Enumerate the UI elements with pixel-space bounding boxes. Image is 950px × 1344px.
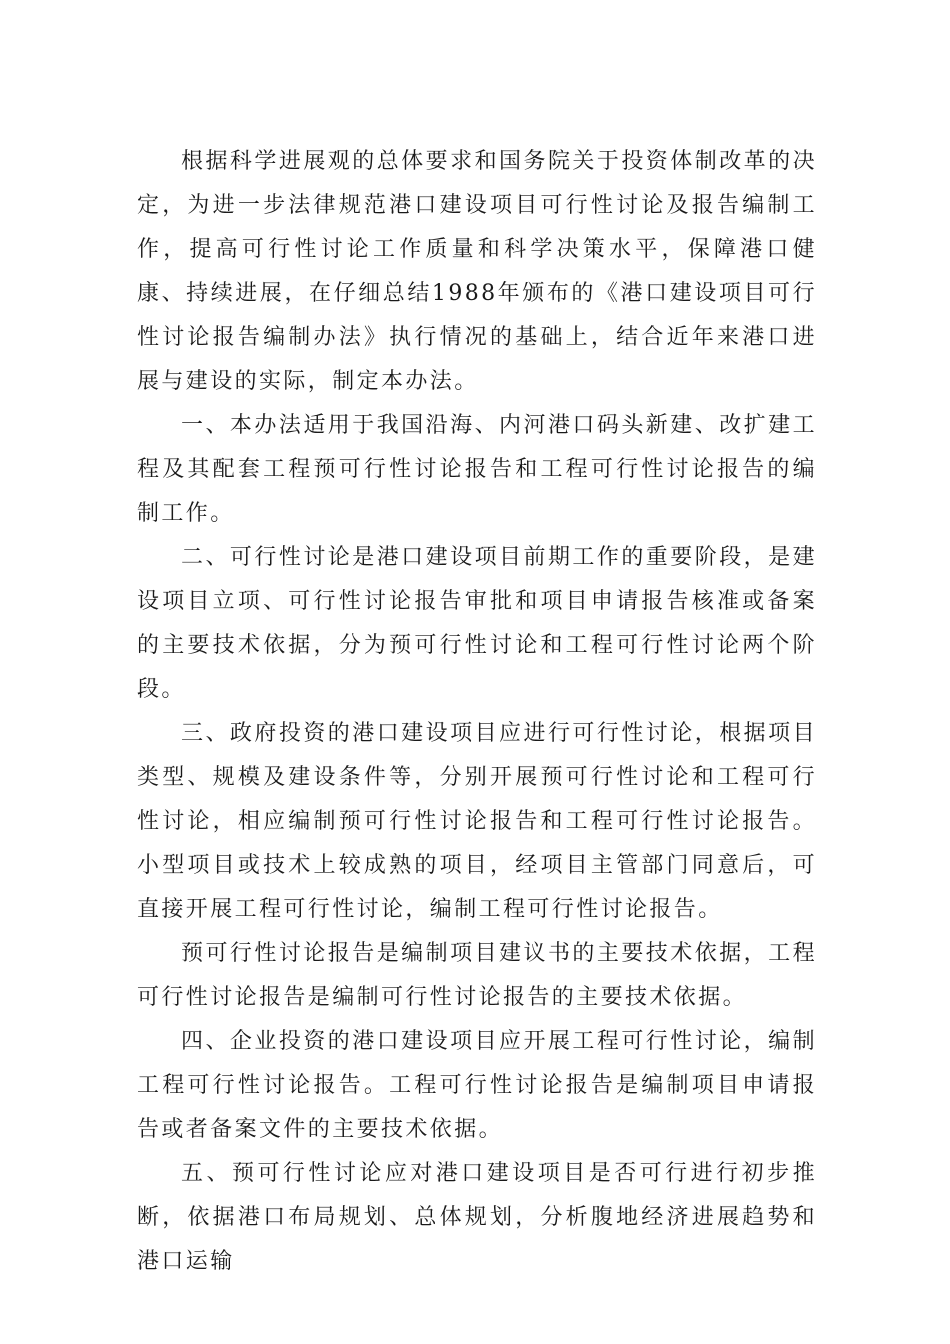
paragraph-article-2: 二、可行性讨论是港口建设项目前期工作的重要阶段，是建设项目立项、可行性讨论报告审批和项目申请报告核准或备案的主要技术依据，分为预可行性讨论和工程可行性讨论两个阶段。: [137, 545, 817, 702]
paragraph-article-3: 三、政府投资的港口建设项目应进行可行性讨论，根据项目类型、规模及建设条件等，分别开展预可行性讨论和工程可行性讨论，相应编制预可行性讨论报告和工程可行性讨论报告。小型项目或技术上较成熟的项目，经项目主管部门同意后，可直接开展工程可行性讨论，编制工程可行性讨论报告。: [137, 721, 817, 922]
document-body: [137, 140, 817, 1284]
paragraph-intro: 根据科学进展观的总体要求和国务院关于投资体制改革的决定，为进一步法律规范港口建设项目可行性讨论及报告编制工作，提高可行性讨论工作质量和科学决策水平，保障港口健康、持续进展，在仔细总结1988年颁布的《港口建设项目可行性讨论报告编制办法》执行情况的基础上，结合近年来港口进展与建设的实际，制定本办法。: [137, 149, 817, 394]
paragraph-article-5: 五、预可行性讨论应对港口建设项目是否可行进行初步推断，依据港口布局规划、总体规划，分析腹地经济进展趋势和港口运输: [137, 1161, 817, 1274]
paragraph-article-4: 四、企业投资的港口建设项目应开展工程可行性讨论，编制工程可行性讨论报告。工程可行性讨论报告是编制项目申请报告或者备案文件的主要技术依据。: [137, 1029, 817, 1142]
paragraph-article-1: 一、本办法适用于我国沿海、内河港口码头新建、改扩建工程及其配套工程预可行性讨论报告和工程可行性讨论报告的编制工作。: [137, 413, 817, 526]
paragraph-article-3-note: 预可行性讨论报告是编制项目建议书的主要技术依据，工程可行性讨论报告是编制可行性讨论报告的主要技术依据。: [137, 941, 817, 1010]
